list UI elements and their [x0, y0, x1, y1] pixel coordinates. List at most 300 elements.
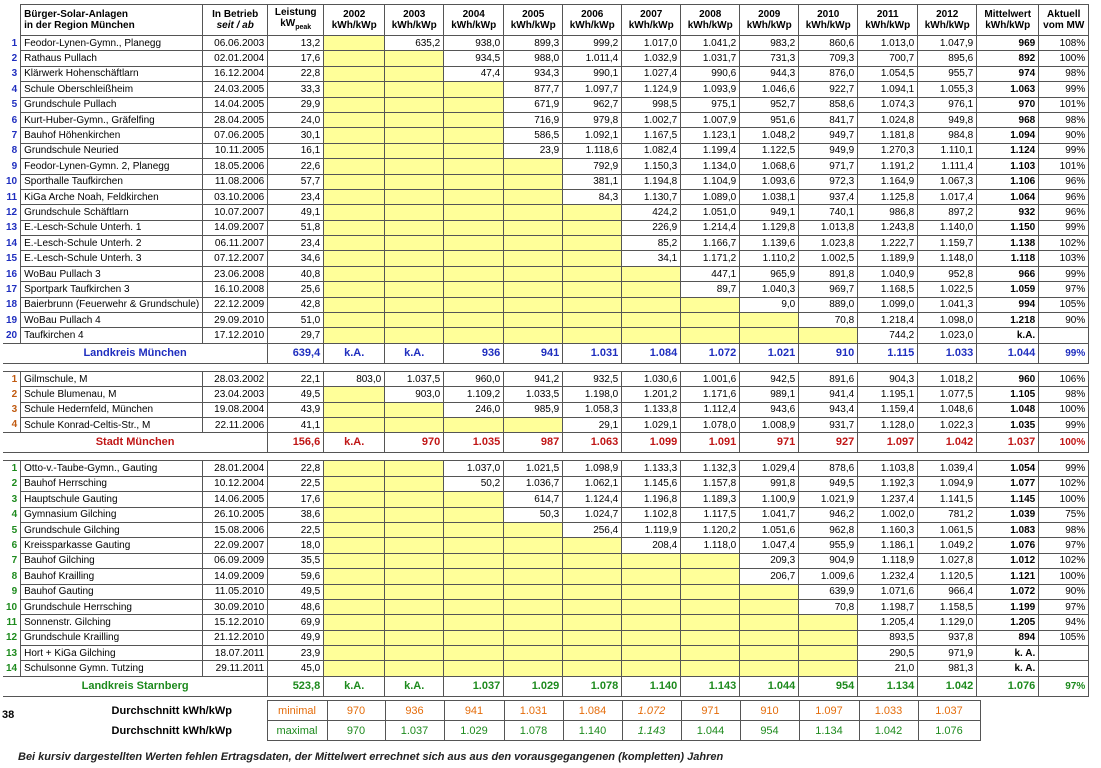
average-value: 936: [385, 701, 444, 721]
header-year-2009: [740, 5, 799, 36]
row-index: 10: [6, 176, 18, 188]
row-year-2009: 1.139,6: [740, 236, 799, 251]
row-year-2002: [324, 646, 385, 661]
group-year-2011: 1.134: [858, 676, 918, 696]
row-name: Grundschule Schäftlarn: [21, 205, 203, 220]
row-year-2008: 1.078,0: [681, 417, 740, 432]
row-year-2010: 876,0: [799, 66, 858, 81]
row-year-2012: 895,6: [918, 51, 977, 66]
row-mean: 1.054: [977, 461, 1039, 476]
row-index: 9: [11, 586, 18, 598]
row-year-2009: [740, 584, 799, 599]
row-year-2012: 971,9: [918, 646, 977, 661]
row-year-2012: 981,3: [918, 661, 977, 676]
table-row: [3, 553, 1089, 568]
row-index: 1: [11, 37, 18, 49]
row-mean: 932: [977, 205, 1039, 220]
row-year-2011: 1.195,1: [858, 387, 918, 402]
row-year-2004: [444, 522, 504, 537]
row-date: 17.12.2010: [203, 328, 268, 343]
group-year-2006: 1.078: [563, 676, 622, 696]
row-year-2006: 1.011,4: [563, 51, 622, 66]
row-year-2004: [444, 174, 504, 189]
row-year-2005: [504, 615, 563, 630]
row-year-2009: 1.110,2: [740, 251, 799, 266]
row-year-2005: [504, 522, 563, 537]
row-power: 69,9: [268, 615, 324, 630]
row-mean: 1.103: [977, 159, 1039, 174]
group-summary-row: [3, 343, 1089, 363]
row-year-2011: 1.237,4: [858, 492, 918, 507]
row-current: 103%: [1039, 251, 1089, 266]
table-row: [3, 128, 1089, 143]
table-row: [3, 36, 1089, 51]
row-year-2008: [681, 615, 740, 630]
group-gap: [3, 453, 1089, 461]
row-year-2006: 792,9: [563, 159, 622, 174]
row-year-2009: 944,3: [740, 66, 799, 81]
row-year-2012: 955,7: [918, 66, 977, 81]
row-mean: 960: [977, 371, 1039, 386]
row-year-2009: 731,3: [740, 51, 799, 66]
row-year-2005: 877,7: [504, 82, 563, 97]
row-year-2007: 1.029,1: [622, 417, 681, 432]
row-power: 29,7: [268, 328, 324, 343]
row-current: 100%: [1039, 492, 1089, 507]
row-year-2011: 1.040,9: [858, 266, 918, 281]
row-date: 10.12.2004: [203, 476, 268, 491]
row-current: 106%: [1039, 371, 1089, 386]
row-year-2010: 639,9: [799, 584, 858, 599]
row-power: 51,0: [268, 313, 324, 328]
table-row: [3, 417, 1089, 432]
row-power: 29,9: [268, 97, 324, 112]
row-year-2008: 1.171,6: [681, 387, 740, 402]
row-year-2006: 1.058,3: [563, 402, 622, 417]
row-year-2002: [324, 507, 385, 522]
group-year-2007: 1.140: [622, 676, 681, 696]
row-year-2008: 1.214,4: [681, 220, 740, 235]
row-year-2003: [385, 328, 444, 343]
header-mean-line1: Mittelwert: [984, 9, 1032, 20]
row-year-2005: [504, 313, 563, 328]
row-year-2005: [504, 236, 563, 251]
row-year-2012: 1.022,3: [918, 417, 977, 432]
row-year-2002: [324, 313, 385, 328]
row-index: 19: [6, 314, 18, 326]
row-year-2012: 1.027,8: [918, 553, 977, 568]
group-mean: 1.044: [977, 343, 1039, 363]
row-year-2006: 1.062,1: [563, 476, 622, 491]
table-row: [3, 189, 1089, 204]
row-power: 23,9: [268, 646, 324, 661]
table-row: [3, 82, 1089, 97]
table-row: [3, 538, 1089, 553]
group-name: Landkreis München: [3, 343, 268, 363]
table-row: [3, 205, 1089, 220]
row-year-2010: [799, 646, 858, 661]
row-year-2004: [444, 313, 504, 328]
row-mean: 1.048: [977, 402, 1039, 417]
table-row: [3, 66, 1089, 81]
row-current: 97%: [1039, 282, 1089, 297]
row-year-2002: [324, 615, 385, 630]
group-year-2004: 1.035: [444, 433, 504, 453]
row-index: 2: [11, 388, 18, 400]
row-year-2006: 381,1: [563, 174, 622, 189]
group-current: 99%: [1039, 343, 1089, 363]
row-current: 105%: [1039, 297, 1089, 312]
row-year-2012: 1.110,1: [918, 143, 977, 158]
row-name: Grundschule Neuried: [21, 143, 203, 158]
row-year-2008: 1.123,1: [681, 128, 740, 143]
row-year-2006: 84,3: [563, 189, 622, 204]
row-year-2007: 226,9: [622, 220, 681, 235]
row-mean: 1.077: [977, 476, 1039, 491]
row-date: 06.09.2009: [203, 553, 268, 568]
header-name-line2: in der Region München: [24, 20, 135, 31]
row-year-2008: 1.007,9: [681, 112, 740, 127]
group-year-2005: 941: [504, 343, 563, 363]
row-year-2006: [563, 220, 622, 235]
row-year-2006: 979,8: [563, 112, 622, 127]
row-year-2012: 952,8: [918, 266, 977, 281]
row-current: 99%: [1039, 266, 1089, 281]
row-name: Bauhof Gilching: [21, 553, 203, 568]
row-year-2002: [324, 402, 385, 417]
row-name: Sportpark Taufkirchen 3: [21, 282, 203, 297]
header-year-2012: [918, 5, 977, 36]
average-value: 1.140: [563, 721, 622, 741]
row-year-2005: [504, 538, 563, 553]
row-year-2003: [385, 128, 444, 143]
row-year-2005: [504, 569, 563, 584]
row-index: 9: [11, 160, 18, 172]
header-current-line1: Aktuell: [1047, 9, 1081, 20]
row-date: 02.01.2004: [203, 51, 268, 66]
row-year-2008: 1.132,3: [681, 461, 740, 476]
average-value: 970: [327, 701, 385, 721]
header-index-cell: [3, 5, 21, 36]
header-year-label: 2003: [403, 9, 426, 20]
table-row: [3, 220, 1089, 235]
row-year-2012: 1.120,5: [918, 569, 977, 584]
row-year-2010: 955,9: [799, 538, 858, 553]
row-year-2009: 1.038,1: [740, 189, 799, 204]
row-mean: 1.138: [977, 236, 1039, 251]
row-current: 97%: [1039, 599, 1089, 614]
row-year-2004: 47,4: [444, 66, 504, 81]
row-current: 99%: [1039, 143, 1089, 158]
row-year-2012: 1.077,5: [918, 387, 977, 402]
row-year-2007: 1.167,5: [622, 128, 681, 143]
footnote: Bei kursiv dargestellten Werten fehlen Ertragsdaten, der Mittelwert errechnet sich aus aus den vorausgegangenen (kompletten) Jahren: [18, 751, 724, 763]
row-year-2005: 50,3: [504, 507, 563, 522]
row-mean: 1.150: [977, 220, 1039, 235]
row-year-2003: [385, 205, 444, 220]
row-index: 10: [6, 601, 18, 613]
header-since-line2: seit / ab: [216, 20, 254, 31]
row-year-2008: 1.171,2: [681, 251, 740, 266]
header-year-unit: kWh/kWp: [331, 20, 377, 31]
row-year-2007: 1.027,4: [622, 66, 681, 81]
group-year-2005: 1.029: [504, 676, 563, 696]
row-year-2002: [324, 569, 385, 584]
row-year-2012: 976,1: [918, 97, 977, 112]
row-power: 23,4: [268, 236, 324, 251]
row-year-2002: [324, 128, 385, 143]
row-year-2008: [681, 313, 740, 328]
row-year-2004: [444, 538, 504, 553]
row-year-2009: [740, 661, 799, 676]
row-year-2009: 9,0: [740, 297, 799, 312]
row-year-2007: 1.030,6: [622, 371, 681, 386]
row-year-2007: 1.133,8: [622, 402, 681, 417]
row-year-2010: 949,7: [799, 128, 858, 143]
row-year-2004: 934,5: [444, 51, 504, 66]
row-current: 98%: [1039, 66, 1089, 81]
row-index: 4: [11, 419, 18, 431]
row-year-2006: [563, 646, 622, 661]
row-year-2002: [324, 492, 385, 507]
row-year-2004: 246,0: [444, 402, 504, 417]
row-year-2006: [563, 599, 622, 614]
row-year-2010: 1.023,8: [799, 236, 858, 251]
row-current: 100%: [1039, 402, 1089, 417]
row-year-2005: [504, 553, 563, 568]
row-current: 99%: [1039, 220, 1089, 235]
row-year-2003: 903,0: [385, 387, 444, 402]
table-row: [3, 159, 1089, 174]
group-current: 100%: [1039, 433, 1089, 453]
row-year-2009: 965,9: [740, 266, 799, 281]
row-index: 3: [11, 493, 18, 505]
row-year-2003: [385, 476, 444, 491]
row-year-2004: [444, 251, 504, 266]
row-current: 105%: [1039, 630, 1089, 645]
average-spacer: [3, 701, 77, 721]
row-year-2008: [681, 297, 740, 312]
group-year-2006: 1.063: [563, 433, 622, 453]
row-name: Hort + KiGa Gilching: [21, 646, 203, 661]
group-year-2008: 1.143: [681, 676, 740, 696]
table-row: [3, 599, 1089, 614]
average-value: 1.042: [859, 721, 918, 741]
header-year-unit: kWh/kWp: [628, 20, 674, 31]
table-row: [3, 143, 1089, 158]
row-mean: 1.118: [977, 251, 1039, 266]
row-power: 17,6: [268, 51, 324, 66]
row-year-2009: 942,5: [740, 371, 799, 386]
row-date: 22.11.2006: [203, 417, 268, 432]
average-value: 910: [740, 701, 799, 721]
header-year-2004: [444, 5, 504, 36]
row-mean: 970: [977, 97, 1039, 112]
row-year-2005: [504, 174, 563, 189]
row-year-2004: [444, 205, 504, 220]
average-value: 1.097: [799, 701, 859, 721]
row-power: 33,3: [268, 82, 324, 97]
row-year-2003: [385, 112, 444, 127]
row-year-2002: [324, 97, 385, 112]
row-year-2002: [324, 387, 385, 402]
row-name: Taufkirchen 4: [21, 328, 203, 343]
row-year-2009: 943,6: [740, 402, 799, 417]
row-year-2005: [504, 159, 563, 174]
row-current: 100%: [1039, 51, 1089, 66]
header-year-unit: kWh/kWp: [510, 20, 556, 31]
header-year-label: 2010: [817, 9, 840, 20]
row-year-2002: [324, 66, 385, 81]
row-date: 15.12.2010: [203, 615, 268, 630]
row-index: 14: [6, 237, 18, 249]
header-year-label: 2009: [758, 9, 781, 20]
row-year-2012: 1.055,3: [918, 82, 977, 97]
row-year-2009: 1.122,5: [740, 143, 799, 158]
group-year-2002: k.A.: [324, 676, 385, 696]
average-label: Durchschnitt kWh/kWp: [111, 724, 232, 737]
row-year-2003: [385, 97, 444, 112]
row-year-2008: 1.189,3: [681, 492, 740, 507]
row-year-2010: 1.009,6: [799, 569, 858, 584]
row-year-2009: 1.068,6: [740, 159, 799, 174]
row-mean: 1.199: [977, 599, 1039, 614]
row-year-2006: [563, 538, 622, 553]
row-year-2010: 962,8: [799, 522, 858, 537]
row-power: 51,8: [268, 220, 324, 235]
row-year-2005: 934,3: [504, 66, 563, 81]
row-year-2012: 949,8: [918, 112, 977, 127]
row-current: 101%: [1039, 159, 1089, 174]
row-year-2011: 1.118,9: [858, 553, 918, 568]
row-year-2005: [504, 328, 563, 343]
page-number: 38: [2, 709, 15, 721]
row-year-2006: [563, 266, 622, 281]
row-power: 22,5: [268, 476, 324, 491]
row-year-2009: 1.093,6: [740, 174, 799, 189]
row-year-2007: 34,1: [622, 251, 681, 266]
average-value: 1.033: [859, 701, 918, 721]
group-year-2010: 927: [799, 433, 858, 453]
row-current: 98%: [1039, 522, 1089, 537]
row-year-2005: [504, 661, 563, 676]
row-year-2009: 1.047,4: [740, 538, 799, 553]
table-row: [3, 476, 1089, 491]
average-value: 1.076: [918, 721, 980, 741]
average-value: 1.084: [563, 701, 622, 721]
row-current: 101%: [1039, 97, 1089, 112]
row-index: 6: [11, 540, 18, 552]
row-year-2002: [324, 553, 385, 568]
row-year-2006: [563, 328, 622, 343]
group-year-2005: 987: [504, 433, 563, 453]
row-name: Schule Blumenau, M: [21, 387, 203, 402]
table-row: [3, 112, 1089, 127]
table-row: [3, 313, 1089, 328]
group-power: 156,6: [268, 433, 324, 453]
row-year-2004: 938,0: [444, 36, 504, 51]
row-year-2011: 744,2: [858, 328, 918, 343]
row-year-2003: [385, 189, 444, 204]
header-year-label: 2012: [936, 9, 959, 20]
row-name: Grundschule Gilching: [21, 522, 203, 537]
row-mean: 1.076: [977, 538, 1039, 553]
row-date: 19.08.2004: [203, 402, 268, 417]
row-year-2011: 1.243,8: [858, 220, 918, 235]
row-current: 102%: [1039, 476, 1089, 491]
row-year-2007: 1.102,8: [622, 507, 681, 522]
row-power: 23,4: [268, 189, 324, 204]
row-year-2008: 1.134,0: [681, 159, 740, 174]
row-name: Klärwerk Hohenschäftlarn: [21, 66, 203, 81]
row-year-2011: 1.071,6: [858, 584, 918, 599]
row-year-2010: [799, 328, 858, 343]
row-year-2011: 1.218,4: [858, 313, 918, 328]
row-year-2011: 1.013,0: [858, 36, 918, 51]
row-name: Schule Oberschleißheim: [21, 82, 203, 97]
row-power: 57,7: [268, 174, 324, 189]
row-year-2003: [385, 51, 444, 66]
row-year-2006: 1.098,9: [563, 461, 622, 476]
row-year-2006: [563, 297, 622, 312]
row-year-2010: 841,7: [799, 112, 858, 127]
row-year-2011: 1.232,4: [858, 569, 918, 584]
row-date: 22.12.2009: [203, 297, 268, 312]
header-year-label: 2011: [876, 9, 899, 20]
row-index: 2: [11, 53, 18, 65]
row-mean: 1.063: [977, 82, 1039, 97]
row-name: Bauhof Krailling: [21, 569, 203, 584]
row-date: 24.03.2005: [203, 82, 268, 97]
row-year-2010: 891,8: [799, 266, 858, 281]
row-year-2004: [444, 159, 504, 174]
row-year-2009: [740, 615, 799, 630]
header-name-cell: [21, 5, 203, 36]
row-name: Grundschule Herrsching: [21, 599, 203, 614]
solar-yield-table: [3, 4, 1089, 697]
group-year-2004: 936: [444, 343, 504, 363]
row-index: 15: [6, 253, 18, 265]
row-name: Sporthalle Taufkirchen: [21, 174, 203, 189]
row-year-2007: 1.201,2: [622, 387, 681, 402]
row-year-2008: 1.093,9: [681, 82, 740, 97]
row-name: Kreissparkasse Gauting: [21, 538, 203, 553]
row-mean: 1.072: [977, 584, 1039, 599]
group-year-2012: 1.033: [918, 343, 977, 363]
row-year-2011: 1.270,3: [858, 143, 918, 158]
table-row: [3, 328, 1089, 343]
row-year-2002: [324, 282, 385, 297]
row-year-2010: 889,0: [799, 297, 858, 312]
row-year-2006: [563, 661, 622, 676]
row-year-2004: [444, 507, 504, 522]
row-year-2009: 1.029,4: [740, 461, 799, 476]
row-index: 6: [11, 114, 18, 126]
row-year-2011: 1.222,7: [858, 236, 918, 251]
row-year-2012: 1.098,0: [918, 313, 977, 328]
row-year-2009: [740, 313, 799, 328]
row-mean: k. A.: [977, 661, 1039, 676]
averages-block: [3, 700, 981, 741]
row-year-2006: 1.092,1: [563, 128, 622, 143]
row-year-2009: 1.051,6: [740, 522, 799, 537]
row-current: 108%: [1039, 36, 1089, 51]
row-year-2008: 1.157,8: [681, 476, 740, 491]
row-year-2003: [385, 236, 444, 251]
row-year-2005: [504, 282, 563, 297]
row-power: 22,6: [268, 159, 324, 174]
row-year-2004: [444, 630, 504, 645]
